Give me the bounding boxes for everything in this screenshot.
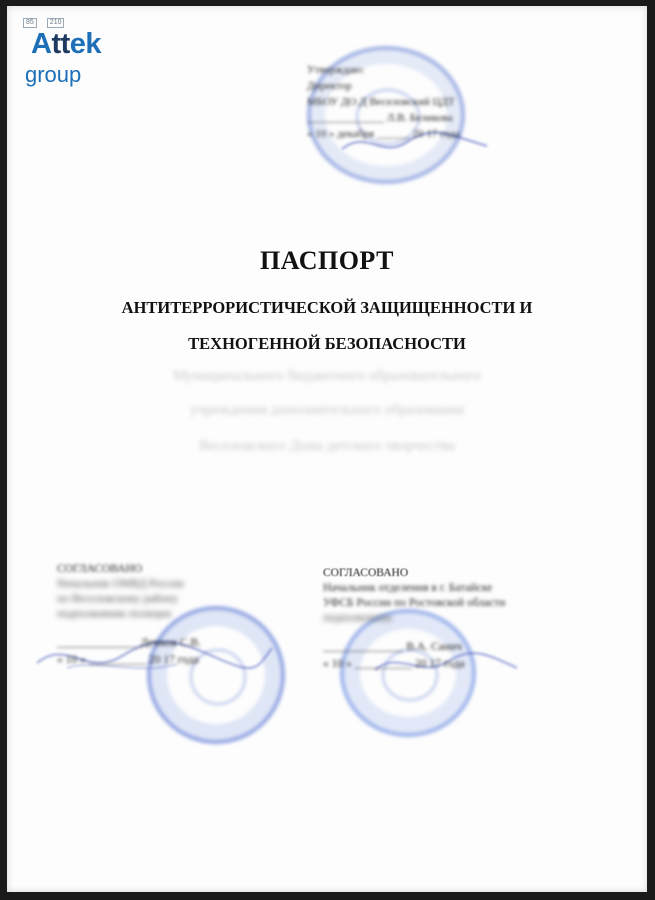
agree-right-line-5: « 10 » __________ 20 17 года <box>323 658 465 670</box>
document-title: ПАСПОРТ <box>260 246 394 275</box>
document-page <box>7 6 647 892</box>
logo-tag-right: 210 <box>47 18 65 28</box>
institution-line-2: учреждения дополнительного образования <box>190 402 464 418</box>
agree-left-line-1: Начальник ОМВД России <box>57 578 184 590</box>
agree-left-head: СОГЛАСОВАНО <box>57 563 143 575</box>
institution-line-3: Веселовского Дома детского творчества <box>199 438 455 454</box>
logo-brand-ek: ek <box>69 28 102 60</box>
document-subtitle-line-2: ТЕХНОГЕННОЙ БЕЗОПАСНОСТИ <box>188 334 466 353</box>
agree-right-line-3: подполковник <box>323 612 392 624</box>
agreement-left <box>57 562 287 668</box>
approval-line-4: ______________ Л.В. Беликова <box>307 112 453 124</box>
agree-right-head: СОГЛАСОВАНО <box>323 567 409 579</box>
agree-left-line-4: ______________ Демков С.В. <box>57 637 201 649</box>
agree-left-line-5: « 10 » __________ 20 17 года <box>57 654 199 666</box>
approval-block <box>307 62 537 142</box>
logo-brand-a: A <box>31 28 52 60</box>
agree-right-line-2: УФСБ России по Ростовской области <box>323 597 506 609</box>
approval-line-3: МБОУ ДО Д Веселовский ЦДТ <box>307 96 455 108</box>
approval-line-2: Директор <box>307 80 352 92</box>
agree-left-line-2: по Веселовскому району <box>57 593 179 605</box>
agree-right-line-1: Начальник отделения в г. Батайске <box>323 582 493 594</box>
logo-tags <box>23 18 74 28</box>
approval-line-1: Утверждаю: <box>307 64 365 76</box>
agreement-right <box>323 566 583 672</box>
logo-tag-left: 85 <box>23 18 37 28</box>
agree-left-line-3: подполковник полиции <box>57 608 171 620</box>
attek-logo <box>19 14 119 90</box>
logo-brand <box>31 28 101 61</box>
logo-sub: group <box>25 62 82 87</box>
institution-line-1: Муниципального бюджетного образовательного <box>172 368 482 384</box>
document-subtitle-line-1: АНТИТЕРРОРИСТИЧЕСКОЙ ЗАЩИЩЕННОСТИ И <box>121 298 533 317</box>
agree-right-line-4: ______________ В.А. Санич <box>323 641 462 653</box>
logo-brand-tt: tt <box>51 28 70 60</box>
approval-line-5: « 10 » декабря ______ 20 17 года <box>307 128 460 140</box>
